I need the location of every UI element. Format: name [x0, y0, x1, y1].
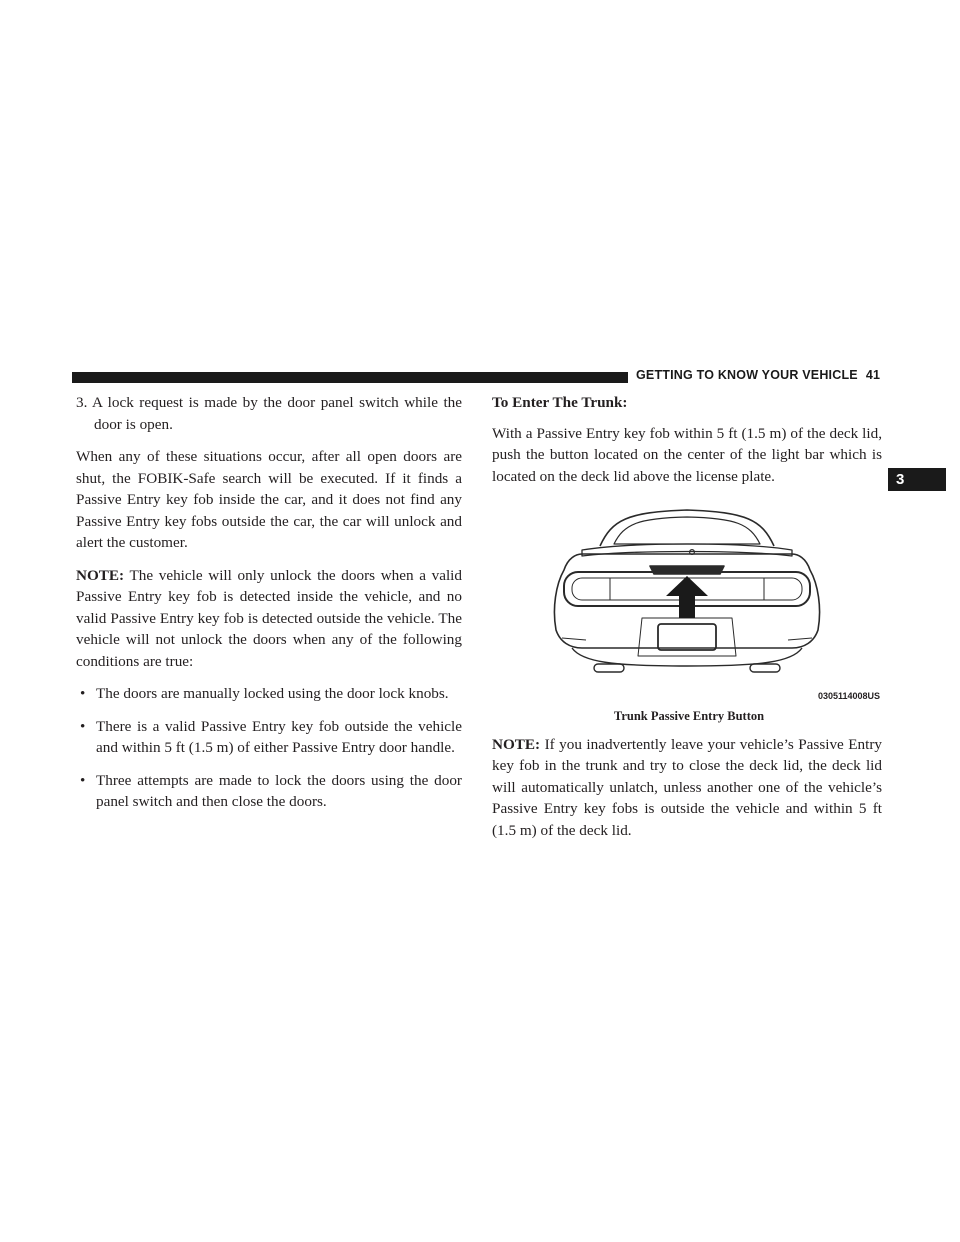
bullet-icon: • — [80, 717, 86, 735]
figure-code: 0305114008US — [817, 691, 880, 701]
bullet-item — [76, 683, 462, 705]
right-column — [492, 392, 882, 852]
bullet-icon: • — [80, 771, 86, 789]
header-rule — [72, 372, 628, 383]
exhaust-right — [750, 664, 780, 672]
roof-outline — [600, 510, 774, 546]
section-heading: To Enter The Trunk: — [492, 394, 628, 411]
paragraph-fobik-safe: When any of these situations occur, after all open doors are shut, the FOBIK-Safe search will be executed. If it finds a Passive Entry key fob inside the car, and it does not find any Passive Entry key fobs outside the car, the car will unlock and alert the customer. — [76, 448, 462, 551]
up-arrow-icon — [666, 576, 708, 618]
bullet-text: The doors are manually locked using the door lock knobs. — [96, 685, 449, 702]
bullet-text: Three attempts are made to lock the doors using the door panel switch and then close the doors. — [96, 771, 462, 810]
numbered-item-3: 3. A lock request is made by the door panel switch while the door is open. — [76, 394, 462, 433]
note-paragraph — [492, 734, 882, 842]
deck-lid-button — [650, 566, 724, 574]
running-header — [636, 368, 880, 382]
note-text: If you inadvertently leave your vehicle’s Passive Entry key fob in the trunk and try to close the deck lid, the deck lid will automatically unlatch, unless another one of the vehicle’s Passive Entry key fobs is outside the vehicle and within 5 ft (1.5 m) of the deck lid. — [492, 735, 882, 839]
page-number: 41 — [865, 368, 881, 382]
note-text: The vehicle will only unlock the doors when a valid Passive Entry key fob is detected inside the vehicle, and no valid Passive Entry key fob is detected outside the vehicle. The vehicle will not unlock the doors when any of the following conditions are true: — [76, 566, 462, 670]
chapter-tab: 3 — [888, 468, 946, 491]
note-label: NOTE: — [492, 735, 541, 753]
license-plate — [658, 624, 716, 650]
note-label: NOTE: — [76, 566, 125, 584]
bullet-text: There is a valid Passive Entry key fob outside the vehicle and within 5 ft (1.5 m) of either Passive Entry door handle. — [96, 717, 462, 756]
car-rear-illustration — [542, 498, 832, 684]
paragraph-trunk: With a Passive Entry key fob within 5 ft (1.5 m) of the deck lid, push the button located on the center of the light bar which is located on the deck lid above the license plate. — [492, 424, 882, 485]
trunk-figure — [492, 498, 882, 706]
bullet-item — [76, 716, 462, 759]
figure-caption: Trunk Passive Entry Button — [613, 709, 765, 723]
rear-window — [614, 517, 760, 544]
left-column — [76, 392, 462, 824]
section-title: GETTING TO KNOW YOUR VEHICLE — [636, 368, 858, 382]
exhaust-left — [594, 664, 624, 672]
note-paragraph — [76, 565, 462, 673]
bullet-item — [76, 770, 462, 813]
bullet-icon: • — [80, 685, 86, 702]
